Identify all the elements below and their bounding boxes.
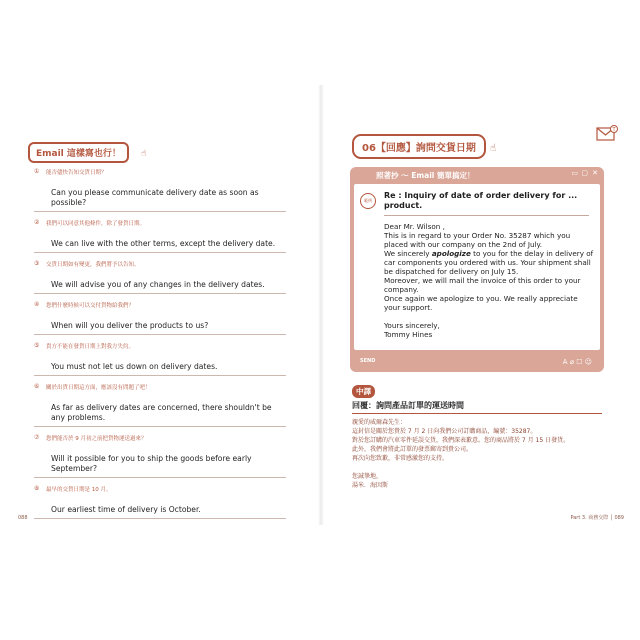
email-window: [350, 167, 604, 372]
right-page: [330, 85, 624, 525]
translation-title: 回覆：詢問產品訂單的運送時間: [352, 400, 602, 414]
phrase-chinese: 您們什麼時候可以交付貨物給我們？: [46, 303, 135, 309]
phrase-chinese: 我們可以同意其他條件，除了發貨日期。: [46, 221, 146, 227]
phrase-number: ⑥: [34, 383, 40, 390]
phrase-english: Our earliest time of delivery is October.: [51, 505, 201, 514]
email-window-title: 照著抄 ～ Email 簡單搞定！: [376, 171, 475, 180]
email-body-lines: [384, 222, 594, 312]
phrase-english: When will you deliver the products to us?: [51, 321, 209, 330]
page-number-left: 088: [18, 515, 28, 521]
phrase-item: [34, 381, 286, 427]
phrase-english: We can live with the other terms, except the delivery date.: [51, 239, 276, 248]
phrase-english: Can you please communicate delivery date as soon as possible?: [51, 188, 259, 207]
phrase-chinese: 能否儘快告知交貨日期？: [46, 170, 107, 176]
minimize-icon[interactable]: ▭: [571, 169, 578, 177]
envelope-icon: [596, 125, 618, 141]
phrase-number: ①: [34, 168, 40, 175]
translation-body: [352, 418, 614, 490]
pointing-hand-icon: ☝: [141, 149, 147, 159]
phrase-item: [34, 166, 286, 212]
email-body-line: This is in regard to your Order No. 35287 which you placed with our company on the 2nd of July.: [384, 231, 571, 249]
translation-line: 這封信是關於您貴於 7 月 2 日向我們公司訂購商品，編號：35287。: [352, 428, 537, 435]
book-gutter: [318, 85, 324, 525]
phrase-item: [34, 432, 286, 478]
email-body-line: Dear Mr. Wilson ,: [384, 222, 445, 231]
example-badge: 範例: [360, 193, 376, 209]
page-number-right: Part 3. 商務交際 │ 089: [570, 515, 624, 521]
email-signature: Tommy Hines: [384, 330, 433, 339]
subject-divider: [384, 215, 589, 216]
translation-line: 再次向您致歉，非常感激您的支持。: [352, 455, 449, 462]
phrase-list: [34, 166, 286, 524]
email-body-line: We sincerely apologize to you for the delay in delivery of car components you ordered with us. Your shipment shall be dispatched for delivery on July 15.: [384, 249, 594, 276]
phrase-chinese: 您們能否於 9 月初之前把貨物運送過來？: [46, 436, 147, 442]
translation-line: 此外，我們會將此訂單的發票郵寄到貴公司。: [352, 446, 473, 453]
translation-label: 中譯: [352, 385, 375, 398]
translation-line: 對於您訂購的汽車零件延誤交貨，我們深表歉意。您的商品將於 7 月 15 日發貨。: [352, 437, 570, 444]
phrase-item: [34, 217, 286, 253]
phrase-chinese: 關於出貨日期這方面，應該沒有問題了吧！: [46, 385, 151, 391]
phrase-number: ④: [34, 301, 40, 308]
svg-text:T: T: [612, 127, 616, 133]
send-button[interactable]: SEND: [360, 358, 376, 364]
email-body-line: Once again we apologize to you. We really appreciate your support.: [384, 294, 578, 312]
phrase-number: ⑦: [34, 434, 40, 441]
phrase-number: ⑤: [34, 342, 40, 349]
translation-lines: [352, 418, 614, 463]
pointing-hand-icon: ☝: [490, 143, 497, 154]
phrase-chinese: 貴方不能在發貨日期上對我方失約。: [46, 344, 135, 350]
phrase-english: We will advise you of any changes in the delivery dates.: [51, 280, 265, 289]
email-closing: Yours sincerely,: [384, 321, 440, 330]
email-body: [384, 222, 594, 339]
phrase-english: As far as delivery dates are concerned, there shouldn't be any problems.: [51, 403, 272, 422]
page-heading: 06【回應】詢問交貨日期: [352, 134, 486, 159]
translation-signature: 湯米．海因斯: [352, 482, 389, 489]
phrase-number: ⑧: [34, 485, 40, 492]
maximize-icon[interactable]: ▢: [581, 169, 588, 177]
email-body-line: Moreover, we will mail the invoice of this order to your company.: [384, 276, 581, 294]
phrase-english: Will it possible for you to ship the goods before early September?: [51, 454, 252, 473]
phrase-chinese: 最早的交貨日期是 10 月。: [46, 487, 112, 493]
phrase-item: [34, 340, 286, 376]
phrase-english: You must not let us down on delivery dates.: [51, 362, 218, 371]
translation-closing: 您誠摯地，: [352, 473, 383, 480]
email-subject: Re : Inquiry of date of order delivery for ... product.: [384, 191, 578, 210]
phrase-number: ③: [34, 260, 40, 267]
email-sheet: [354, 184, 600, 350]
attachment-icons[interactable]: A ⌀ ☐ ☺: [562, 358, 592, 366]
phrase-item: [34, 483, 286, 519]
left-page: [18, 85, 316, 525]
phrase-item: [34, 299, 286, 335]
email-titlebar: [350, 167, 604, 183]
translation-line: 親愛的威爾森先生：: [352, 419, 407, 426]
close-icon[interactable]: ✕: [592, 169, 598, 177]
section-tag: Email 這樣寫也行！: [28, 142, 129, 163]
phrase-chinese: 交貨日期如有變更，我們將予以告知。: [46, 262, 140, 268]
phrase-number: ②: [34, 219, 40, 226]
phrase-item: [34, 258, 286, 294]
